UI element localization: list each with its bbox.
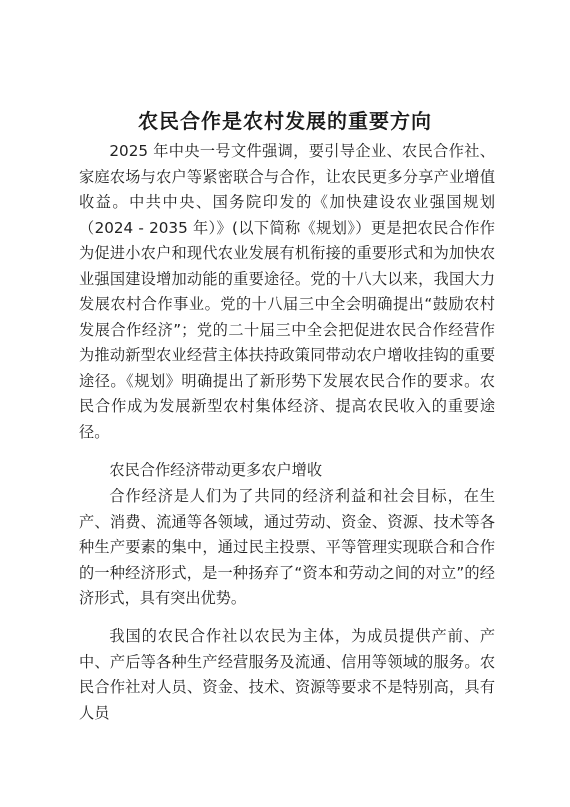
section-subheading: 农民合作经济带动更多农户增收 (109, 461, 323, 479)
paragraph-farmer-cooperatives: 我国的农民合作社以农民为主体，为成员提供产前、产中、产后等各种生产经营服务及流通、信用等领域的服务。农民合作社对人员、资金、技术、资源等要求不是特别高，具有人员 (79, 627, 495, 722)
paragraph-cooperative-economy: 合作经济是人们为了共同的经济利益和社会目标，在生产、消费、流通等各领域，通过劳动、资金、资源、技术等各种生产要素的集中，通过民主投票、平等管理实现联合和合作的一种经济形式，是一种扬弃了“资本和劳动之间的对立”的经济形式，具有突出优势。 (79, 487, 495, 607)
paragraph-intro: 2025 年中央一号文件强调，要引导企业、农民合作社、家庭农场与农户等紧密联合与合作，让农民更多分享产业增值收益。中共中央、国务院印发的《加快建设农业强国规划（2024 - 2035 年）》(以下简称《规划》）更是把农民合作作为促进小农户和现代农业发展有机衔接的重要形式和为加快农业强国建设增加动能的重要途径。党的十八大以来，我国大力发展农村合作事业。党的十八届三中全会明确提出“鼓励农村发展合作经济”；党的二十届三中全会把促进农民合作经营作为推动新型农业经营主体扶持政策同带动农户增收挂钩的重要途径。《规划》明确提出了新形势下发展农民合作的要求。农民合作成为发展新型农村集体经济、提高农民收入的重要途径。 (79, 142, 495, 441)
article-title: 农民合作是农村发展的重要方向 (138, 109, 432, 133)
